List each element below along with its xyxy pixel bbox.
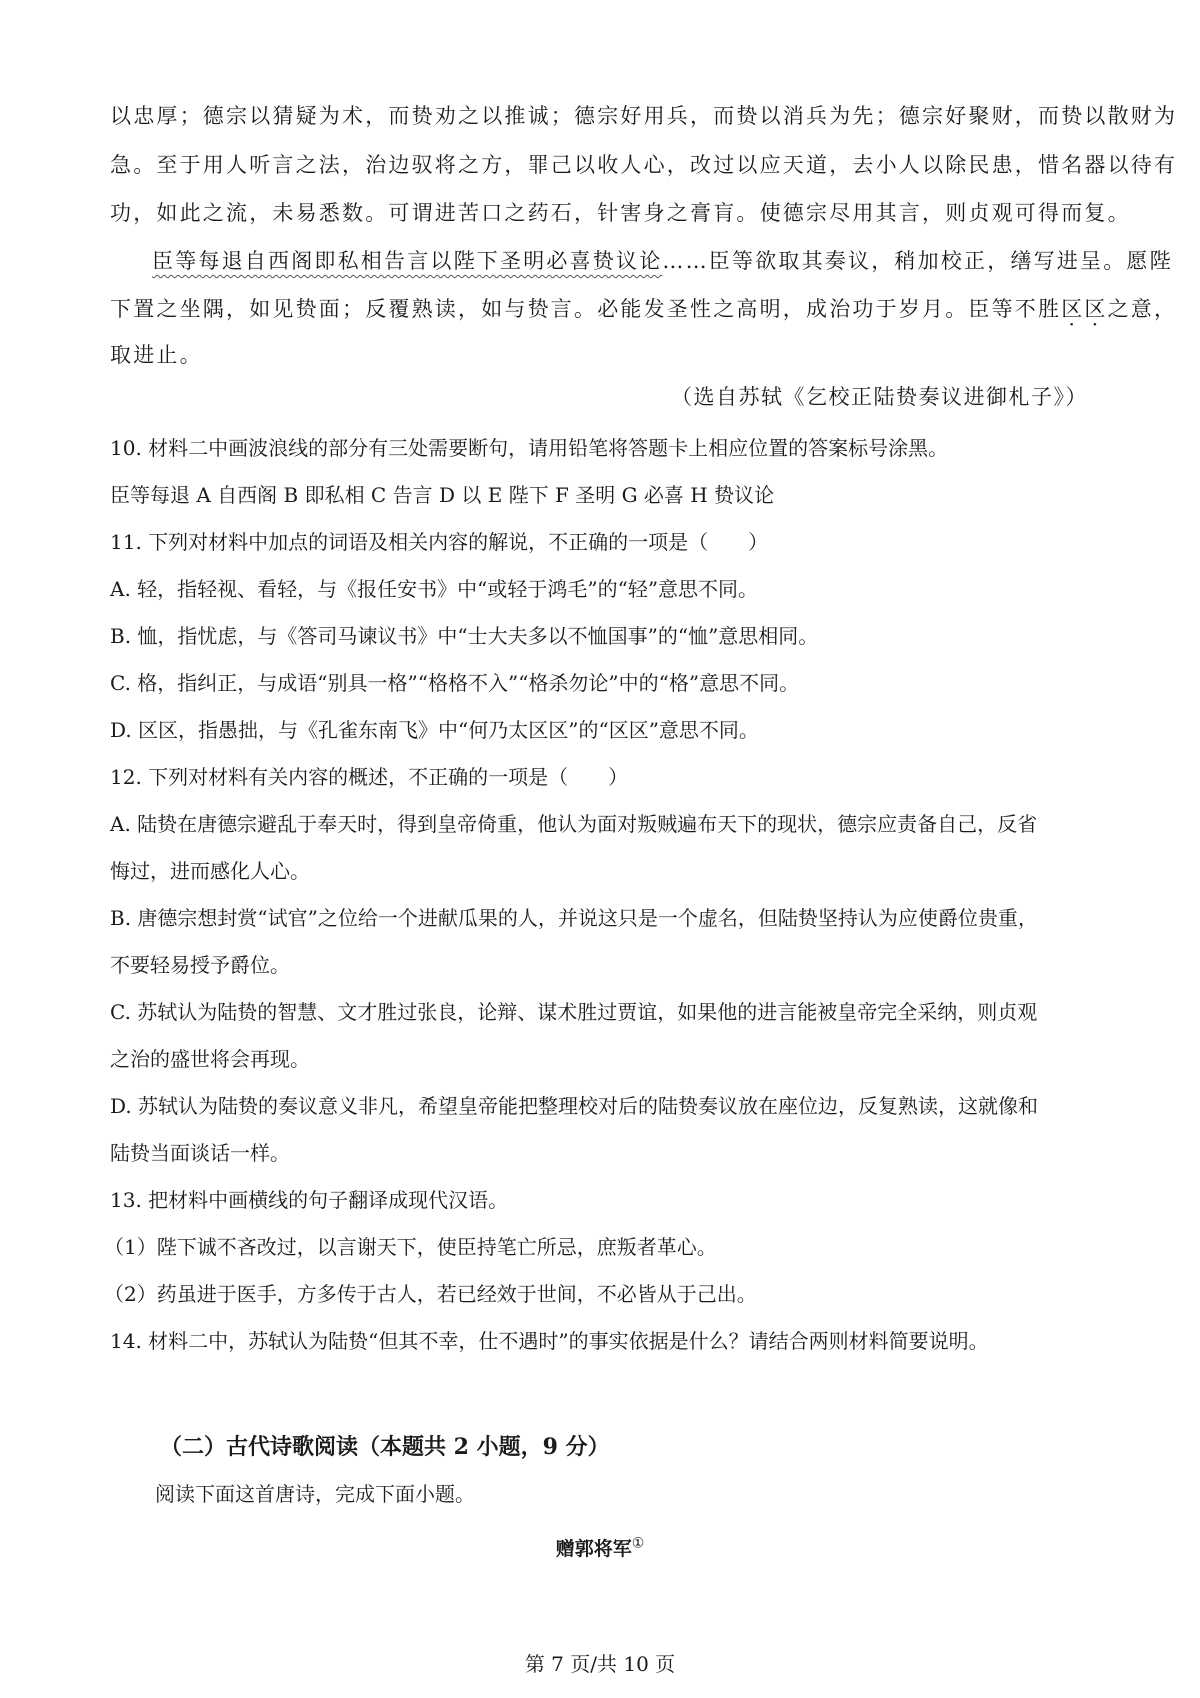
question-12-option-c-line-2: 之治的盛世将会再现。 xyxy=(110,1047,310,1071)
question-11: 11. 下列对材料中加点的词语及相关内容的解说，不正确的一项是（ ） xyxy=(110,530,769,554)
material-line-4-rest: ……臣等欲取其奏议，稍加校正，缮写进呈。愿陛 xyxy=(662,249,1173,273)
question-12-option-d-line-2: 陆贽当面谈话一样。 xyxy=(110,1141,290,1165)
wavy-underlined-passage: 臣等每退自西阁即私相告言以陛下圣明必喜贽议论 xyxy=(152,249,663,273)
question-11-option-b: B. 恤，指忧虑，与《答司马谏议书》中“士大夫多以不恤国事”的“恤”意思相同。 xyxy=(110,624,819,648)
question-13-item-2: （2）药虽进于医手，方多传于古人，若已经效于世间，不必皆从于己出。 xyxy=(104,1282,757,1306)
question-11-option-c: C. 格，指纠正，与成语“别具一格”“格格不入”“格杀勿论”中的“格”意思不同。 xyxy=(110,671,800,695)
material-source: （选自苏轼《乞校正陆贽奏议进御札子》） xyxy=(671,385,1088,409)
material-line-5-post: 之意， xyxy=(1107,297,1178,321)
page-number: 第 7 页/共 10 页 xyxy=(524,1652,676,1676)
material-line-6: 取进止。 xyxy=(110,343,203,367)
question-13-item-1: （1）陛下诚不吝改过，以言谢天下，使臣持笔亡所忌，庶叛者革心。 xyxy=(104,1235,717,1259)
section-intro: 阅读下面这首唐诗，完成下面小题。 xyxy=(155,1482,475,1506)
question-12-option-b-line-2: 不要轻易授予爵位。 xyxy=(110,953,290,977)
section-heading: （二）古代诗歌阅读（本题共 2 小题，9 分） xyxy=(160,1434,610,1460)
dotted-character: 区 xyxy=(1061,297,1085,321)
question-13: 13. 把材料中画横线的句子翻译成现代汉语。 xyxy=(110,1188,509,1212)
question-10: 10. 材料二中画波浪线的部分有三处需要断句，请用铅笔将答题卡上相应位置的答案标号涂黑。 xyxy=(110,436,949,460)
question-12: 12. 下列对材料有关内容的概述，不正确的一项是（ ） xyxy=(110,765,629,789)
material-line-4 xyxy=(152,246,1173,276)
question-14: 14. 材料二中，苏轼认为陆贽“但其不幸，仕不遇时”的事实依据是什么？请结合两则材料简要说明。 xyxy=(110,1329,989,1353)
question-11-option-a: A. 轻，指轻视、看轻，与《报任安书》中“或轻于鸿毛”的“轻”意思不同。 xyxy=(110,577,759,601)
question-12-option-b-line-1: B. 唐德宗想封赏“试官”之位给一个进献瓜果的人，并说这只是一个虚名，但陆贽坚持认为应使爵位贵重， xyxy=(110,906,1038,930)
material-line-2: 急。至于用人听言之法，治边驭将之方，罪己以收人心，改过以应天道，去小人以除民患，惜名器以待有 xyxy=(110,153,1178,177)
question-12-option-c-line-1: C. 苏轼认为陆贽的智慧、文才胜过张良，论辩、谋术胜过贾谊，如果他的进言能被皇帝完全采纳，则贞观 xyxy=(110,1000,1038,1024)
question-12-option-a-line-2: 悔过，进而感化人心。 xyxy=(110,859,310,883)
poem-title-text: 赠郭将军 xyxy=(555,1538,632,1560)
question-11-option-d: D. 区区，指愚拙，与《孔雀东南飞》中“何乃太区区”的“区区”意思不同。 xyxy=(110,718,759,742)
footnote-marker: ① xyxy=(631,1535,645,1552)
question-12-option-d-line-1: D. 苏轼认为陆贽的奏议意义非凡，希望皇帝能把整理校对后的陆贽奏议放在座位边，反复熟读，这就像和 xyxy=(110,1094,1039,1118)
question-10-options: 臣等每退 A 自西阁 B 即私相 C 告言 D 以 E 陛下 F 圣明 G 必喜 H 贽议论 xyxy=(110,483,775,507)
material-line-5-pre: 下置之坐隅，如见贽面；反覆熟读，如与贽言。必能发圣性之高明，成治功于岁月。臣等不胜 xyxy=(110,297,1062,321)
question-12-option-a-line-1: A. 陆贽在唐德宗避乱于奉天时，得到皇帝倚重，他认为面对叛贼遍布天下的现状，德宗应责备自己，反省 xyxy=(110,812,1038,836)
material-line-5 xyxy=(110,294,1177,324)
poem-title xyxy=(0,1534,1200,1561)
material-line-1: 以忠厚；德宗以猜疑为术，而贽劝之以推诚；德宗好用兵，而贽以消兵为先；德宗好聚财，而贽以散财为 xyxy=(110,104,1178,128)
material-line-3: 功，如此之流，未易悉数。可谓进苦口之药石，针害身之膏肓。使德宗尽用其言，则贞观可得而复。 xyxy=(110,201,1131,225)
dotted-character: 区 xyxy=(1084,297,1108,321)
